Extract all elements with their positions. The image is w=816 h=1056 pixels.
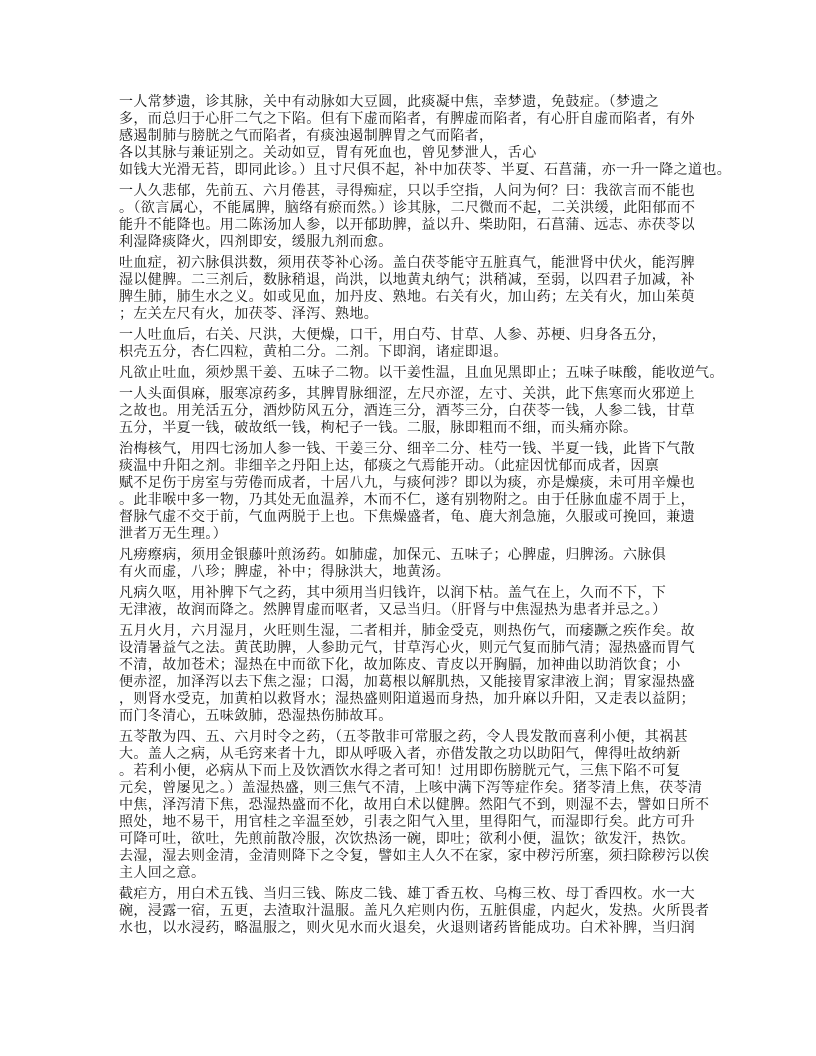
text-line: 泄者万无生理。）: [119, 527, 228, 542]
paragraph: [119, 729, 719, 882]
text-line: 如钱大光滑无苔，即同此诊。）且寸尺俱不起，补中加茯苓、半夏、石菖蒲，亦一升一降之道也。: [119, 163, 732, 178]
text-line: 吐血症，初六脉俱洪数，须用茯苓补心汤。盖白茯苓能守五脏真气，能泄肾中伏火，能泻脾: [119, 256, 695, 271]
text-line: 治梅核气，用四七汤加人参一钱、干姜三分、细辛二分、桂芍一钱、半夏一钱，此皆下气散: [119, 442, 695, 457]
text-line: 而门冬清心，五味敛肺，恐湿热伤肺故耳。: [119, 709, 393, 724]
document-body: [119, 94, 732, 941]
text-line: 。若利小便，必病从下而上及饮酒饮水得之者可知！过用即伤膀胱元气，三焦下陷不可复: [119, 764, 681, 779]
text-line: 截疟方，用白术五钱、当归三钱、陈皮二钱、雄丁香五枚、乌梅三枚、母丁香四枚。水一大: [119, 887, 695, 902]
paragraph: [119, 585, 719, 619]
paragraph: [119, 441, 719, 543]
text-line: 一人吐血后，右关、尺洪，大便燥，口干，用白芍、甘草、人参、苏梗、归身各五分，: [119, 328, 667, 343]
text-line: 元矣，曾屡见之。）盖湿热盛，则三焦气不清，上咳中满下泻等症作矣。猪苓清上焦，茯苓清: [119, 781, 703, 796]
paragraph: [119, 365, 724, 382]
text-line: 中焦，泽泻清下焦，恐湿热盛而不化，故用白术以健脾。然阳气不到，则湿不去，譬如日所不: [119, 798, 710, 813]
text-line: 去湿，湿去则金清，金清则降下之令复，譬如主人久不在家，家中秽污所塞，须扫除秽污以俟: [119, 849, 710, 864]
text-line: 设清暑益气之法。黄芪助脾，人参助元气，甘草泻心火，则元气复而肺气清；湿热盛而胃气: [119, 641, 695, 656]
text-line: 凡痨瘵病，须用金银藤叶煎汤药。如肺虚，加保元、五味子；心脾虚，归脾汤。六脉俱: [119, 548, 667, 563]
text-line: 各以其脉与兼证别之。关动如豆，胃有死血也，曾见梦泄人，舌心: [119, 146, 537, 161]
text-line: 主人回之意。: [119, 866, 206, 881]
text-line: 照处，地不易干，用官桂之辛温至妙，引表之阳气入里，里得阳气，而湿即行矣。此方可升: [119, 815, 695, 830]
paragraph: [119, 386, 719, 437]
text-line: 一人头面俱麻，服寒凉药多，其脾胃脉细涩，左尺亦涩，左寸、关洪，此下焦寒而火邪逆上: [119, 387, 695, 402]
text-line: 之故也。用羌活五分，酒炒防风五分，酒连三分，酒芩三分，白茯苓一钱，人参二钱，甘草: [119, 404, 695, 419]
text-line: 感遏制肺与膀胱之气而陷者，有痰浊遏制脾胃之气而陷者，: [119, 129, 494, 144]
paragraph: [119, 327, 719, 361]
text-line: 督脉气虚不交于前，气血两脱于上也。下焦燥盛者，龟、鹿大剂急施，久服或可挽回，兼遗: [119, 510, 695, 525]
text-line: 凡欲止吐血，须炒黑干姜、五味子二物。以干姜性温，且血见黑即止；五味子味酸，能收逆气。: [119, 366, 724, 381]
text-line: 利湿降痰降火，四剂即安，缓服九剂而愈。: [119, 235, 393, 250]
text-line: 大。盖人之病，从毛窍来者十九，即从呼吸入者，亦借发散之功以助阳气，俾得吐故纳新: [119, 747, 681, 762]
paragraph: [119, 183, 719, 251]
text-line: 水也，以水浸药，略温服之，则火见水而火退矣，火退则诸药皆能成功。白术补脾，当归润: [119, 921, 695, 936]
text-line: ，则肾水受克，加黄柏以救肾水；湿热盛则阳道遏而身热，加升麻以升阳，又走表以益阴；: [119, 692, 695, 707]
text-line: 湿以健脾。二三剂后，数脉稍退，尚洪，以地黄丸纳气；洪稍减，至弱，以四君子加减，补: [119, 273, 695, 288]
text-line: 五月火月，六月湿月，火旺则生湿，二者相并，肺金受克，则热伤气，而痿蹶之疾作矣。故: [119, 624, 695, 639]
text-line: 五苓散为四、五、六月时令之药，（五苓散非可常服之药，令人畏发散而喜利小便，其祸甚: [119, 730, 688, 745]
paragraph: [119, 623, 719, 725]
text-line: 一人常梦遗，诊其脉，关中有动脉如大豆圆，此痰凝中焦，幸梦遗，免鼓症。（梦遗之: [119, 95, 660, 110]
text-line: 有火而虚，八珍；脾虚，补中；得脉洪大，地黄汤。: [119, 565, 451, 580]
text-line: 便赤涩，加泽泻以去下焦之湿；口渴，加葛根以解肌热，又能接胃家津液上润；胃家湿热盛: [119, 675, 695, 690]
text-line: 痰温中升阳之剂。非细辛之丹阳上达，郁痰之气焉能开动。（此症因忧郁而成者，因禀: [119, 459, 660, 474]
text-line: 枳壳五分，杏仁四粒，黄柏二分。二剂。下即润，诸症即退。: [119, 345, 508, 360]
text-line: 一人久悲郁，先前五、六月倦甚，寻得痴症，只以手空指，人问为何？曰：我欲言而不能也: [119, 184, 695, 199]
paragraph: [119, 94, 732, 179]
paragraph: [119, 547, 719, 581]
text-line: 赋不足伤于房室与劳倦而成者，十居八九，与痰何涉？即以为痰，亦是燥痰，未可用辛燥也: [119, 476, 695, 491]
text-line: 可降可吐，欲吐，先煎前散冷服，次饮热汤一碗，即吐；欲利小便，温饮；欲发汗，热饮。: [119, 832, 695, 847]
text-line: 不清，故加苍术；湿热在中而欲下化，故加陈皮、青皮以开胸膈，加神曲以助消饮食；小: [119, 658, 681, 673]
text-line: 多，而总归于心肝二气之下陷。但有下虚而陷者，有脾虚而陷者，有心肝自虚而陷者，有外: [119, 112, 695, 127]
text-line: 无津液，故润而降之。然脾胃虚而呕者，又忌当归。（肝肾与中焦湿热为患者并忌之。）: [119, 603, 667, 618]
text-line: 五分，半夏一钱，破故纸一钱，枸杞子一钱。二服，脉即粗而不细，而头痛亦除。: [119, 421, 638, 436]
text-line: ；左关左尺有火，加茯苓、泽泻、熟地。: [119, 307, 379, 322]
text-line: 碗，浸露一宿，五更，去渣取汁温服。盖凡久疟则内伤，五脏俱虚，内起火，发热。火所畏者: [119, 904, 710, 919]
text-line: 。此非喉中多一物，乃其处无血温养，木而不仁，遂有别物附之。由于任脉血虚不周于上，: [119, 493, 695, 508]
paragraph: [119, 255, 719, 323]
text-line: 脾生肺，肺生水之义。如或见血，加丹皮、熟地。右关有火，加山药；左关有火，加山茱萸: [119, 290, 695, 305]
text-line: 能升不能降也。用二陈汤加人参，以开郁助脾，益以升、柴助阳，石菖蒲、远志、赤茯苓以: [119, 218, 695, 233]
text-line: 。（欲言属心，不能属脾，脑络有瘀而然。）诊其脉，二尺微而不起，二关洪缓，此阳郁而不: [119, 201, 696, 216]
text-line: 凡病久呕，用补脾下气之药，其中须用当归钱许，以润下枯。盖气在上，久而不下，下: [119, 586, 667, 601]
paragraph: [119, 886, 719, 937]
